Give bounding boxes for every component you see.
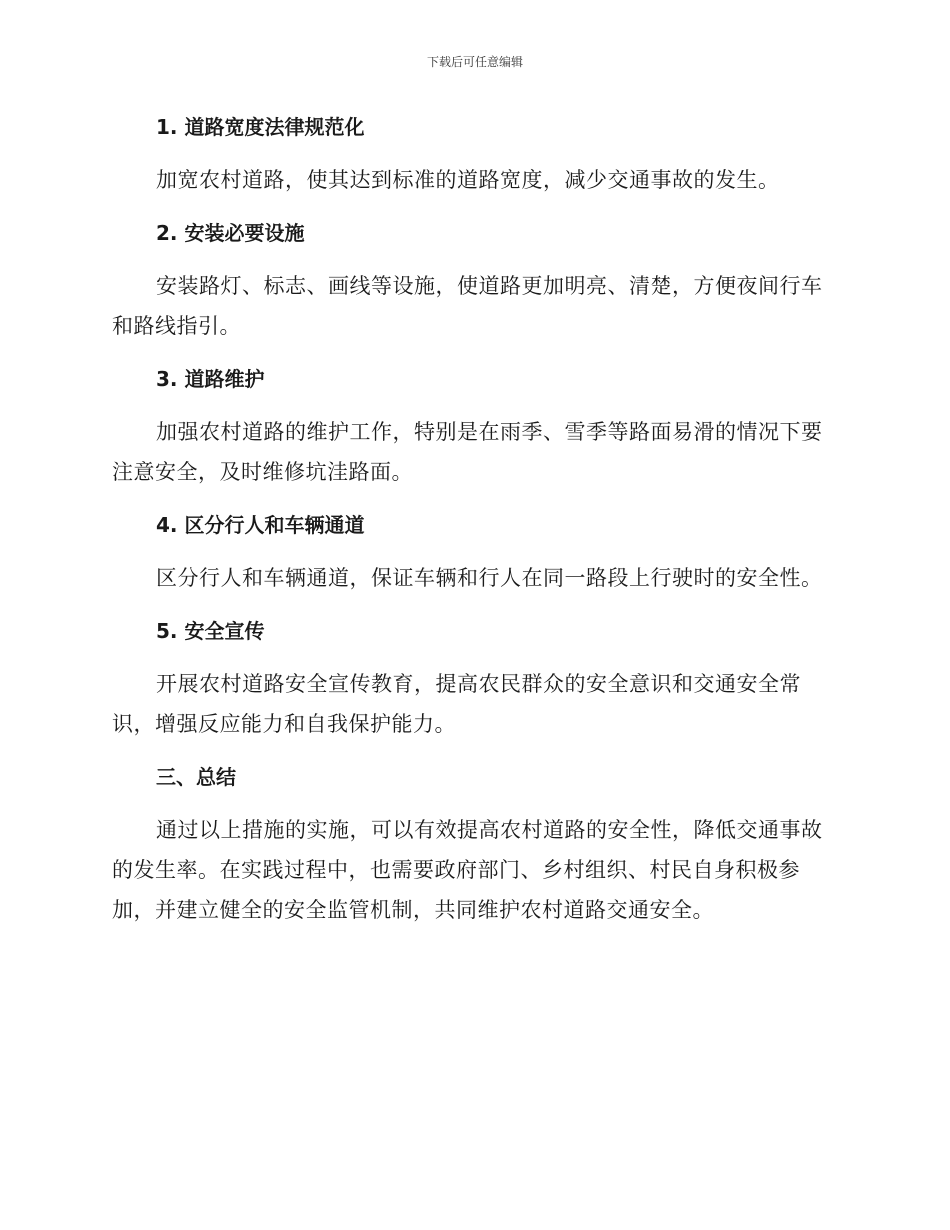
- section-heading-3: 3. 道路维护: [156, 367, 265, 391]
- page-header-note: 下载后可任意编辑: [426, 55, 523, 69]
- section-body-3: 加强农村道路的维护工作，特别是在雨季、雪季等路面易滑的情况下要注意安全，及时维修坑洼路面。: [112, 420, 823, 484]
- section-body-4: 区分行人和车辆通道，保证车辆和行人在同一路段上行驶时的安全性。: [156, 566, 823, 590]
- section-body-2: 安装路灯、标志、画线等设施，使道路更加明亮、清楚，方便夜间行车和路线指引。: [112, 274, 823, 338]
- document-body: [112, 110, 830, 930]
- summary-body: 通过以上措施的实施，可以有效提高农村道路的安全性，降低交通事故的发生率。在实践过程中，也需要政府部门、乡村组织、村民自身积极参加，并建立健全的安全监管机制，共同维护农村道路交通安全。: [112, 818, 823, 922]
- section-heading-5: 5. 安全宣传: [156, 619, 265, 643]
- section-heading-4: 4. 区分行人和车辆通道: [156, 513, 365, 537]
- section-heading-1: 1. 道路宽度法律规范化: [156, 115, 365, 139]
- section-body-1: 加宽农村道路，使其达到标准的道路宽度，减少交通事故的发生。: [156, 168, 780, 192]
- section-heading-2: 2. 安装必要设施: [156, 221, 305, 245]
- summary-heading: 三、总结: [156, 765, 236, 789]
- section-body-5: 开展农村道路安全宣传教育，提高农民群众的安全意识和交通安全常识，增强反应能力和自我保护能力。: [112, 672, 801, 736]
